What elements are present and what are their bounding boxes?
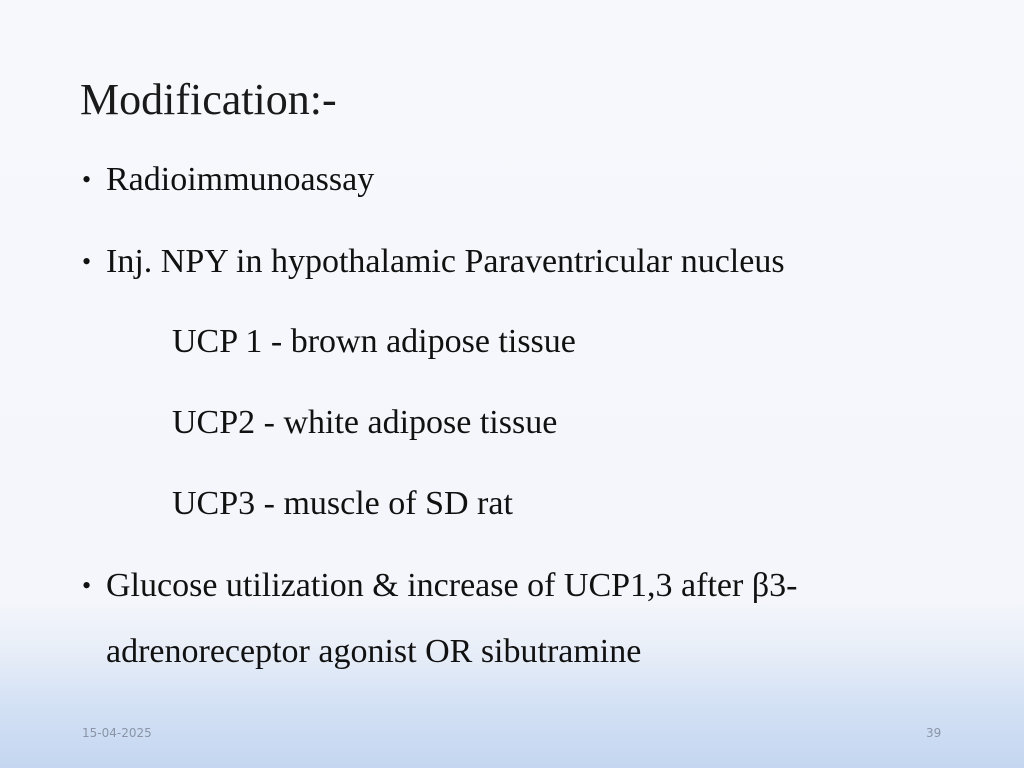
slide-title: Modification:- [80, 75, 337, 124]
bullet-radioimmunoassay: Radioimmunoassay [106, 161, 375, 198]
bullet-marker: • [82, 247, 92, 276]
sub-line-ucp3: UCP3 - muscle of SD rat [172, 485, 513, 522]
sub-line-ucp2: UCP2 - white adipose tissue [172, 404, 558, 441]
footer-page-number: 39 [926, 726, 942, 740]
bullet-marker: • [82, 571, 92, 600]
footer-date: 15-04-2025 [82, 726, 152, 740]
bullet-marker: • [82, 165, 92, 194]
sub-line-ucp1: UCP 1 - brown adipose tissue [172, 323, 576, 360]
bullet-glucose-utilization: Glucose utilization & increase of UCP1,3 after β3- [106, 567, 798, 604]
bullet-inj-npy: Inj. NPY in hypothalamic Paraventricular nucleus [106, 243, 785, 280]
bullet-continuation: adrenoreceptor agonist OR sibutramine [106, 633, 642, 670]
